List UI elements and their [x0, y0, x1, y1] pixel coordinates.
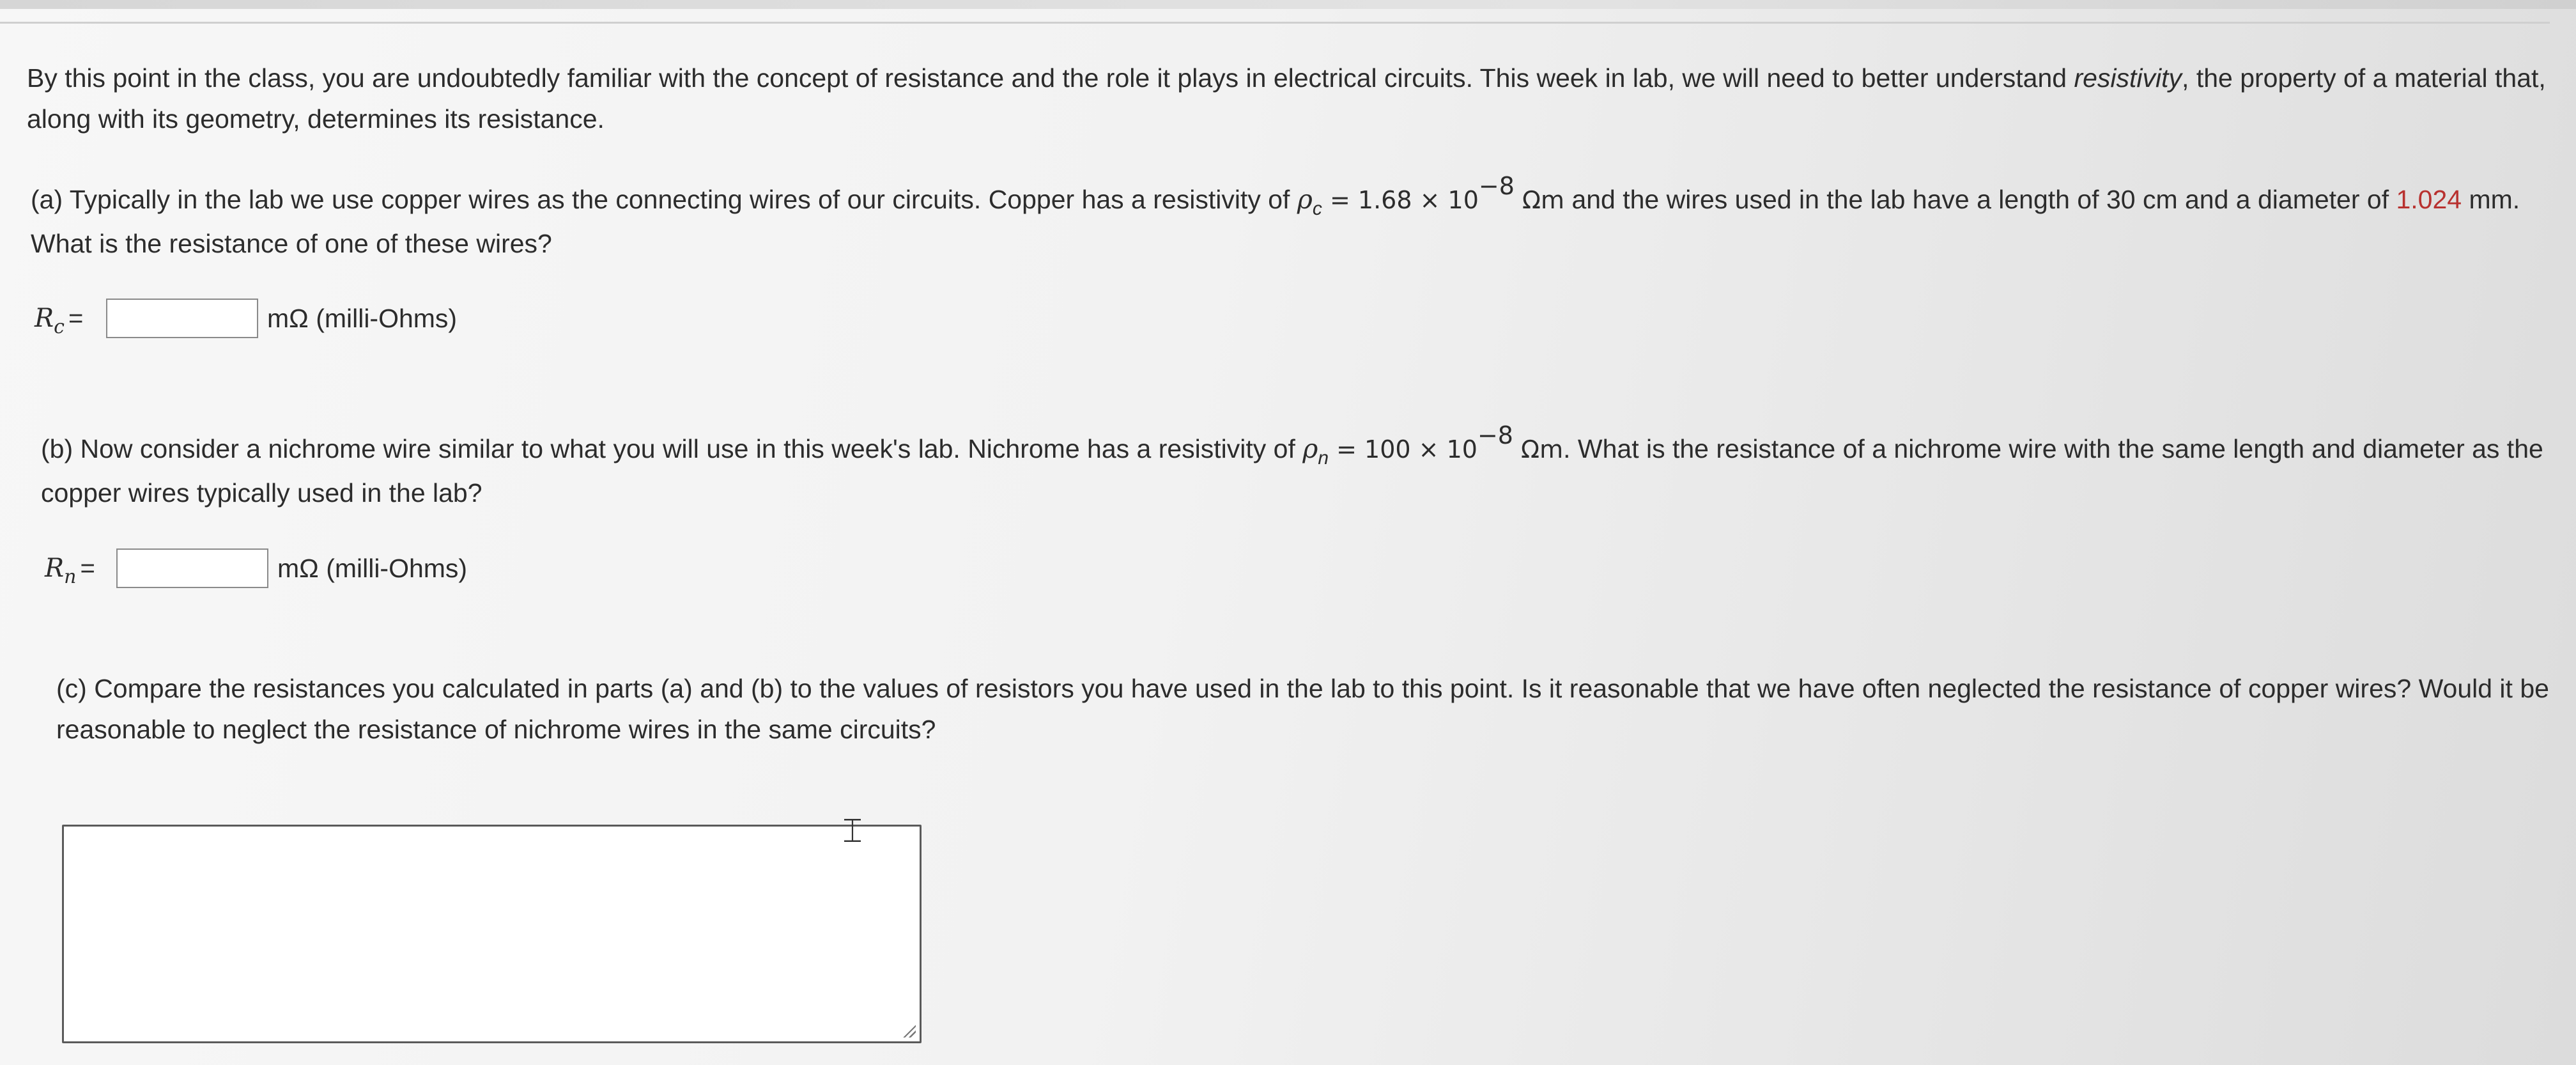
rn-label [45, 554, 116, 588]
rho-c-subscript: c [1312, 198, 1322, 219]
question-a [31, 172, 2555, 264]
rc-label [35, 304, 106, 338]
rc-equals: = [68, 304, 84, 332]
question-b-text-2: . What is the resistance of a nichrome wire with the same length and diameter as the copper wires typically used in the lab? [41, 434, 2543, 508]
question-c: (c) Compare the resistances you calculated in parts (a) and (b) to the values of resistors you have used in the lab to this point. Is it reasonable that we have often neglected the resistance of copper wires? Would it be reasonable to neglect the resistance of nichrome wires in the same circuits? [56, 674, 2549, 744]
question-b-text-1: (b) Now consider a nichrome wire similar to what you will use in this week's lab. Nichrome has a resistivity of [41, 434, 1303, 463]
rho-c-exponent: −8 [1478, 172, 1515, 200]
question-b [41, 421, 2565, 513]
rc-answer-input[interactable] [106, 299, 258, 338]
rn-subscript: n [64, 566, 77, 588]
rho-n-unit: Ωm [1513, 435, 1564, 463]
rho-c-unit: Ωm [1514, 186, 1565, 214]
rho-n-subscript: n [1318, 447, 1329, 469]
essay-answer-textarea[interactable] [62, 825, 922, 1043]
answer-row-a [35, 299, 457, 338]
text-cursor-icon: ⌶ [842, 812, 863, 850]
rho-n-value: = 100 × 10 [1329, 435, 1477, 463]
question-a-text-3: mm. What is the resistance of one of these wires? [31, 185, 2520, 258]
rn-equals: = [80, 554, 95, 582]
rho-n-exponent: −8 [1477, 421, 1513, 449]
rc-subscript: c [54, 316, 65, 338]
intro-text-2: , the property of a material that, along with its geometry, determines its resistance. [27, 63, 2546, 134]
top-divider [0, 22, 2550, 24]
intro-text-1: By this point in the class, you are undoubtedly familiar with the concept of resistance and the role it plays in electrical circuits. This week in lab, we will need to better understand [27, 63, 2074, 93]
rho-c-symbol: ρ [1297, 184, 1313, 215]
rn-symbol: R [45, 554, 65, 583]
question-a-text-2: and the wires used in the lab have a length of 30 cm and a diameter of [1564, 185, 2396, 214]
rc-unit: mΩ (milli-Ohms) [267, 303, 458, 333]
intro-emphasis: resistivity [2074, 63, 2182, 93]
question-a-text-1: (a) Typically in the lab we use copper wires as the connecting wires of our circuits. Copper has a resistivity of [31, 185, 1297, 214]
rho-c-value: = 1.68 × 10 [1322, 186, 1479, 214]
resize-grip-icon[interactable] [902, 1023, 916, 1038]
intro-paragraph [27, 58, 2551, 139]
answer-row-b [45, 548, 467, 588]
rc-symbol: R [35, 304, 54, 333]
rn-answer-input[interactable] [116, 548, 268, 588]
top-bar [0, 0, 2576, 9]
rho-n-symbol: ρ [1302, 433, 1318, 464]
diameter-value: 1.024 [2396, 185, 2462, 214]
rn-unit: mΩ (milli-Ohms) [277, 553, 468, 583]
